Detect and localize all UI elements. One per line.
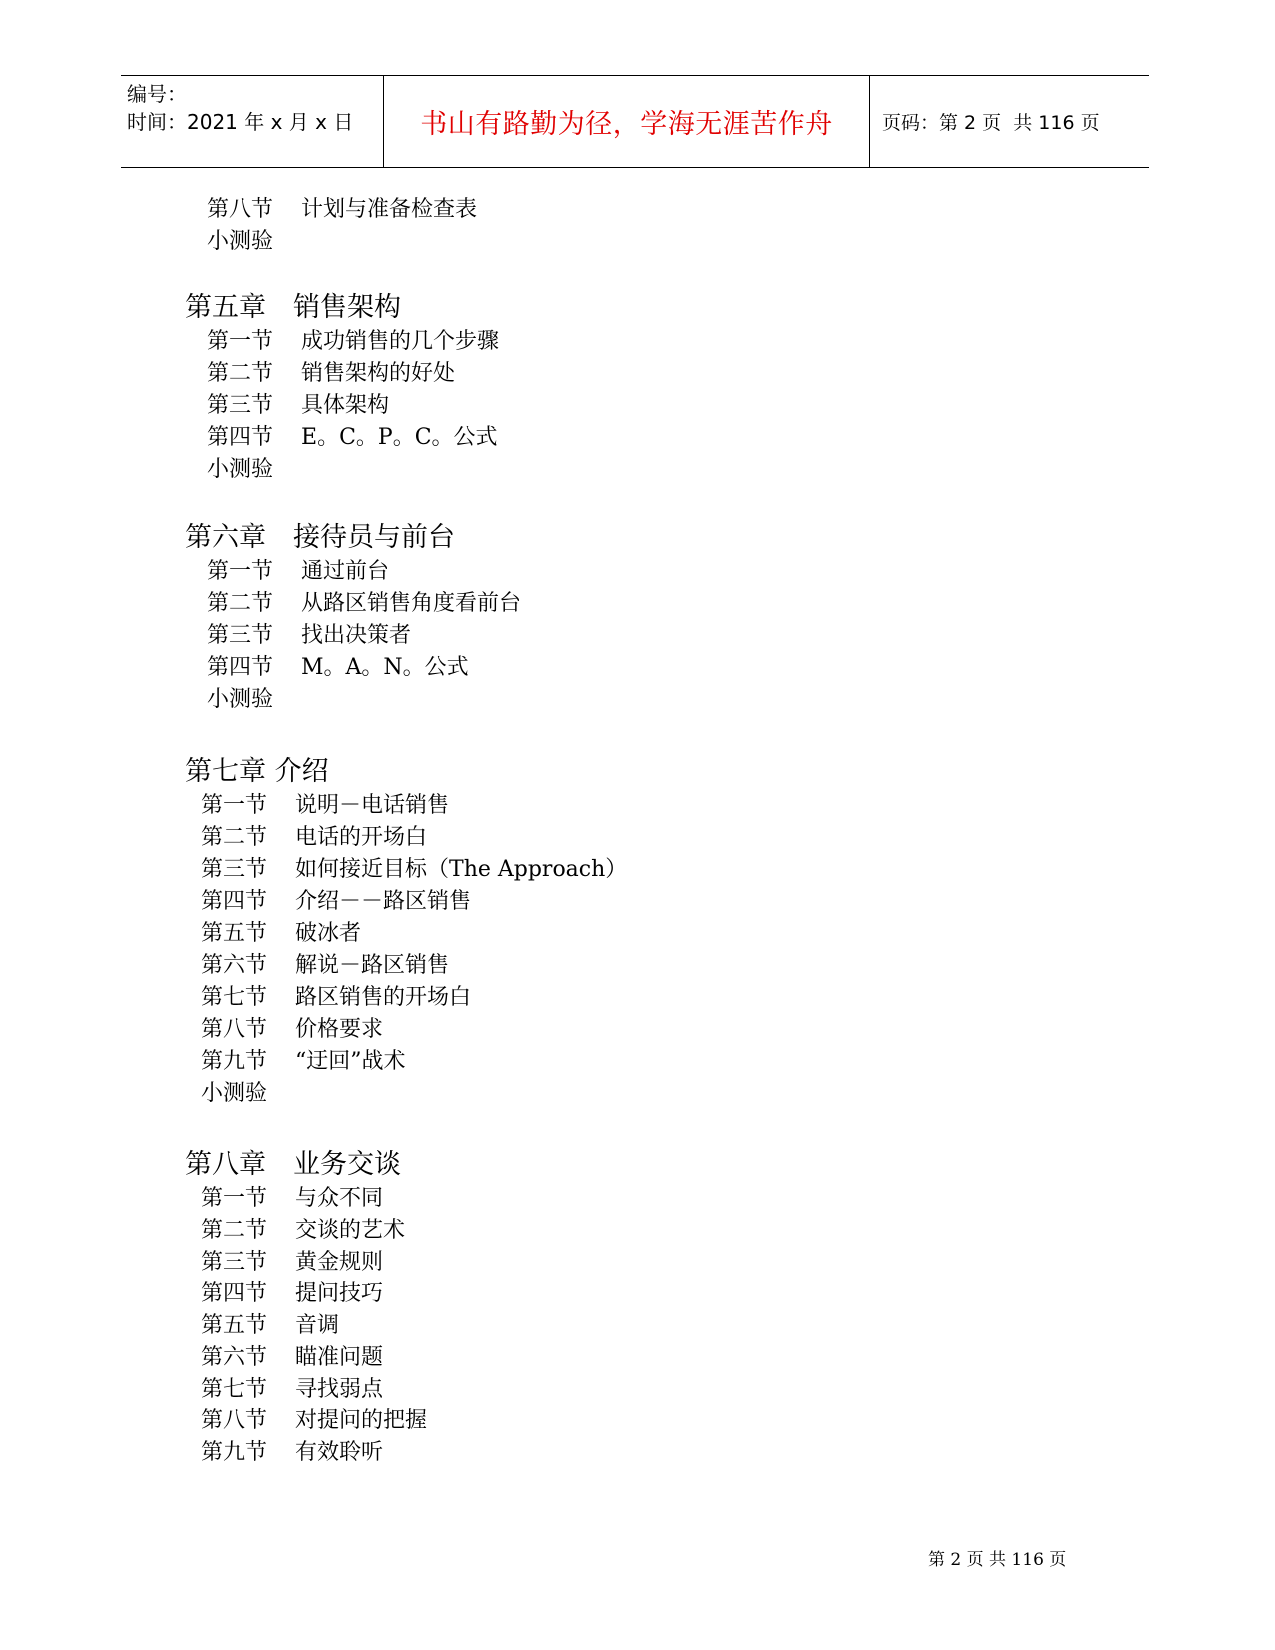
toc-section-title: 价格要求 xyxy=(295,1017,384,1042)
toc-section-title: 找出决策者 xyxy=(301,623,412,648)
toc-section-title: 有效聆听 xyxy=(295,1440,384,1465)
toc-chapter-title: 第六章 接待员与前台 xyxy=(185,522,455,553)
toc-section-label: 第二节 xyxy=(201,825,268,850)
toc-section-row xyxy=(201,1079,267,1109)
toc-section-label: 第一节 xyxy=(207,329,274,354)
toc-section-label: 第二节 xyxy=(201,1218,268,1243)
toc-section-title: 说明－电话销售 xyxy=(295,793,450,818)
toc-section-title: 寻找弱点 xyxy=(295,1377,384,1402)
toc-section-label: 第七节 xyxy=(201,1377,268,1402)
document-date: 时间：2021 年 x 月 x 日 xyxy=(127,110,354,134)
toc-section-label: 第五节 xyxy=(201,1313,268,1338)
toc-section-title: 成功销售的几个步骤 xyxy=(301,329,500,354)
toc-section-row xyxy=(201,1438,383,1468)
toc-section-label: 第六节 xyxy=(201,1345,268,1370)
toc-section-title: 从路区销售角度看前台 xyxy=(301,591,522,616)
toc-section-title: 计划与准备检查表 xyxy=(301,197,478,222)
toc-section-title: 交谈的艺术 xyxy=(295,1218,406,1243)
toc-section-title: 具体架构 xyxy=(301,393,390,418)
toc-section-row xyxy=(201,919,361,949)
toc-section-row xyxy=(207,653,469,683)
toc-section-title: 对提问的把握 xyxy=(295,1408,428,1433)
toc-section-row xyxy=(207,455,273,485)
toc-section-row xyxy=(201,1279,383,1309)
page-footer: 第 2 页 共 116 页 xyxy=(928,1550,1067,1570)
toc-section-label: 第八节 xyxy=(201,1408,268,1433)
toc-section-row xyxy=(201,1343,383,1373)
toc-section-title: 瞄准问题 xyxy=(295,1345,384,1370)
toc-section-row xyxy=(201,1047,406,1077)
header-page-text: 页码：第 2 页 共 116 页 xyxy=(882,112,1100,134)
toc-section-title: 电话的开场白 xyxy=(295,825,428,850)
toc-section-row xyxy=(201,983,471,1013)
toc-section-label: 第一节 xyxy=(201,1186,268,1211)
toc-chapter-title: 第五章 销售架构 xyxy=(185,292,401,323)
toc-section-row xyxy=(201,823,427,853)
toc-section-label: 第九节 xyxy=(201,1440,268,1465)
toc-section-row xyxy=(201,887,471,917)
toc-section-label: 第八节 xyxy=(201,1017,268,1042)
toc-section-row xyxy=(207,557,389,587)
toc-section-title: 介绍－－路区销售 xyxy=(295,889,472,914)
toc-section-label: 第二节 xyxy=(207,361,274,386)
toc-section-title: E。C。P。C。公式 xyxy=(301,425,498,450)
toc-section-label: 小测验 xyxy=(201,1081,268,1106)
toc-section-label: 小测验 xyxy=(207,687,274,712)
toc-section-title: 黄金规则 xyxy=(295,1250,384,1275)
toc-section-row xyxy=(207,227,273,257)
toc-section-row xyxy=(207,685,273,715)
toc-section-label: 第五节 xyxy=(201,921,268,946)
toc-section-title: M。A。N。公式 xyxy=(301,655,469,680)
toc-section-row xyxy=(207,327,499,357)
toc-section-label: 第八节 xyxy=(207,197,274,222)
toc-section-row xyxy=(207,391,389,421)
toc-section-row xyxy=(201,1248,383,1278)
toc-section-row xyxy=(201,1406,427,1436)
toc-section-label: 第一节 xyxy=(207,559,274,584)
toc-section-row xyxy=(207,589,521,619)
toc-section-label: 第四节 xyxy=(207,655,274,680)
toc-section-title: 提问技巧 xyxy=(295,1281,384,1306)
toc-chapter-title: 第八章 业务交谈 xyxy=(185,1149,401,1180)
toc-section-label: 第三节 xyxy=(207,623,274,648)
toc-section-title: “迂回”战术 xyxy=(295,1049,406,1074)
toc-section-row xyxy=(207,621,411,651)
toc-section-label: 小测验 xyxy=(207,457,274,482)
toc-section-row xyxy=(207,195,477,225)
toc-section-row xyxy=(201,1216,405,1246)
toc-section-label: 第二节 xyxy=(207,591,274,616)
toc-section-row xyxy=(207,423,498,453)
toc-section-label: 第四节 xyxy=(201,889,268,914)
toc-section-label: 第四节 xyxy=(201,1281,268,1306)
toc-section-label: 第九节 xyxy=(201,1049,268,1074)
toc-section-row xyxy=(201,1015,383,1045)
toc-section-row xyxy=(201,951,449,981)
toc-section-row xyxy=(201,1375,383,1405)
toc-section-label: 小测验 xyxy=(207,229,274,254)
toc-section-label: 第七节 xyxy=(201,985,268,1010)
toc-section-label: 第一节 xyxy=(201,793,268,818)
toc-section-label: 第三节 xyxy=(201,857,268,882)
toc-section-title: 与众不同 xyxy=(295,1186,384,1211)
toc-section-title: 通过前台 xyxy=(301,559,390,584)
toc-section-label: 第三节 xyxy=(207,393,274,418)
toc-section-row xyxy=(201,855,627,885)
toc-section-row xyxy=(201,791,449,821)
toc-section-title: 路区销售的开场白 xyxy=(295,985,472,1010)
toc-section-row xyxy=(201,1184,383,1214)
toc-chapter-title: 第七章 介绍 xyxy=(185,756,329,787)
toc-section-row xyxy=(201,1311,339,1341)
toc-section-title: 销售架构的好处 xyxy=(301,361,456,386)
document-number-label: 编号： xyxy=(127,82,187,106)
toc-section-label: 第六节 xyxy=(201,953,268,978)
toc-section-row xyxy=(207,359,455,389)
toc-section-title: 音调 xyxy=(295,1313,340,1338)
toc-section-title: 如何接近目标（The Approach） xyxy=(295,857,628,882)
toc-section-label: 第四节 xyxy=(207,425,274,450)
toc-section-title: 破冰者 xyxy=(295,921,362,946)
toc-section-title: 解说－路区销售 xyxy=(295,953,450,978)
header-motto: 书山有路勤为径，学海无涯苦作舟 xyxy=(384,76,870,167)
toc-section-label: 第三节 xyxy=(201,1250,268,1275)
